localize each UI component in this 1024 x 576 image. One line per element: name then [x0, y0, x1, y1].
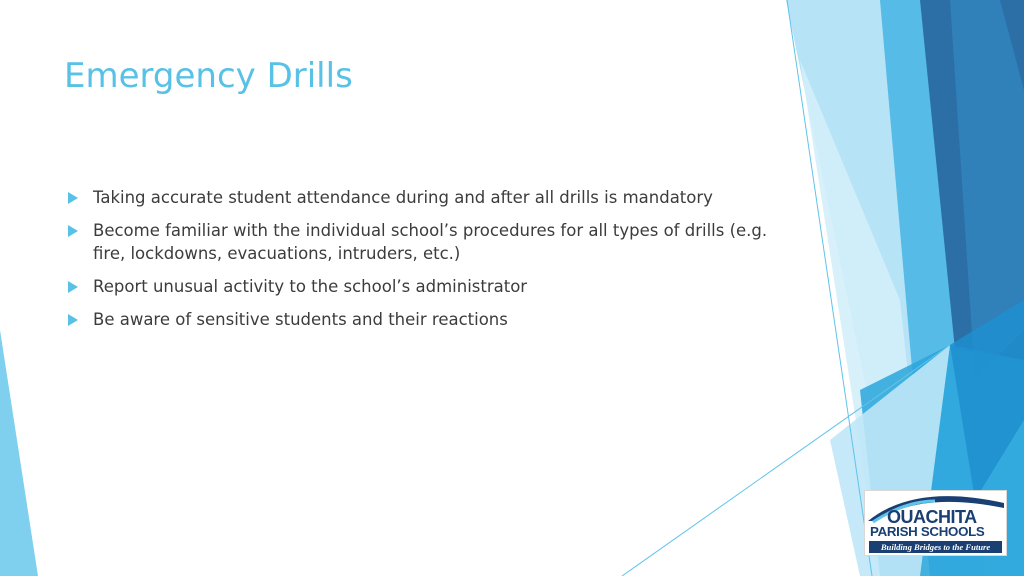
logo-name: OUACHITA: [887, 507, 977, 527]
triangle-bullet-icon: [68, 281, 78, 293]
triangle-bullet-icon: [68, 314, 78, 326]
bullet-text: Become familiar with the individual school’s procedures for all types of drills (e.g. fire, lockdowns, evacuations, intruders, etc.): [93, 221, 768, 263]
triangle-bullet-icon: [68, 225, 78, 237]
bullet-item: [65, 275, 785, 298]
logo-tagline: Building Bridges to the Future: [869, 541, 1002, 553]
bullet-text: Be aware of sensitive students and their reactions: [93, 310, 508, 329]
bullet-item: [65, 186, 785, 209]
school-logo: [864, 490, 1007, 556]
triangle-bullet-icon: [68, 192, 78, 204]
bullet-list: [65, 186, 785, 341]
logo-subname: PARISH SCHOOLS: [870, 524, 985, 539]
left-edge-sliver: [0, 330, 38, 576]
bullet-item: [65, 308, 785, 331]
bullet-text: Report unusual activity to the school’s administrator: [93, 277, 528, 296]
slide-title: Emergency Drills: [64, 56, 353, 96]
bullet-item: [65, 219, 785, 265]
bullet-text: Taking accurate student attendance during and after all drills is mandatory: [93, 188, 713, 207]
